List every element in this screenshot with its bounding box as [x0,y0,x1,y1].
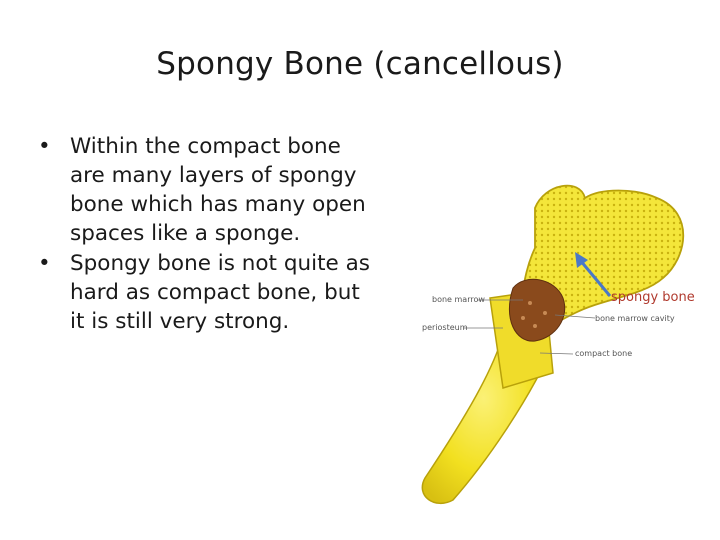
label-bone-marrow: bone marrow [432,295,485,304]
bone-diagram [395,178,720,518]
bullet-dot: • [38,251,51,276]
bone-marrow-mass [509,279,564,341]
label-compact-bone: compact bone [575,349,633,358]
bone-illustration [395,178,720,518]
bullet-item [28,132,373,248]
bullet-list [28,132,373,337]
slide-title: Spongy Bone (cancellous) [156,46,564,82]
bullet-text: Within the compact bone are many layers of spongy bone which has many open spaces like a sponge. [70,134,366,246]
label-bone-marrow-cavity: bone marrow cavity [595,314,675,323]
bullet-text: Spongy bone is not quite as hard as compact bone, but it is still very strong. [70,251,370,334]
bullet-item [28,249,373,336]
callout-spongy-bone: spongy bone [611,290,695,305]
label-periosteum: periosteum [422,323,468,332]
bullet-dot: • [38,134,51,159]
